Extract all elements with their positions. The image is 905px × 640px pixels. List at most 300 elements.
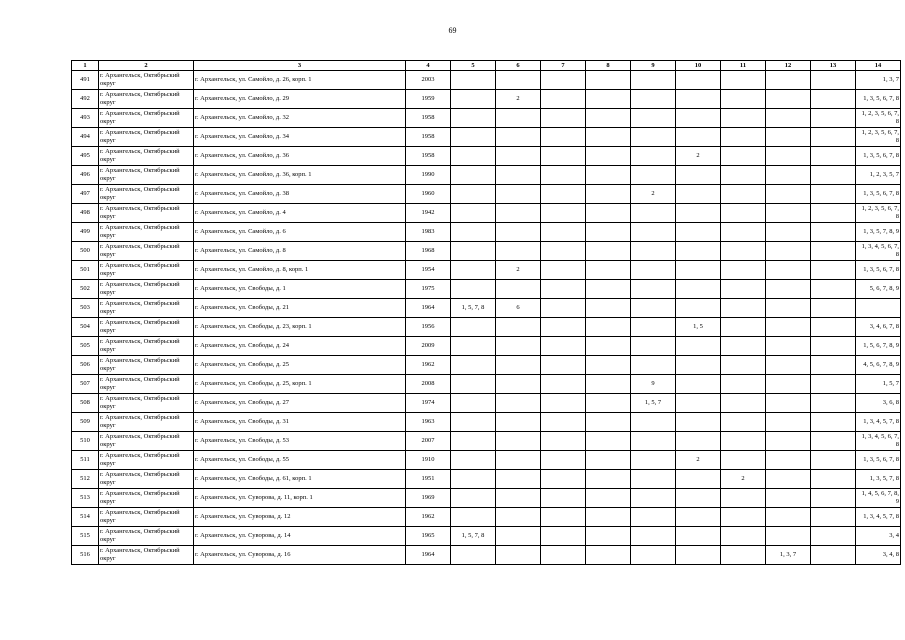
cell-col-3: г. Архангельск, ул. Свободы, д. 23, корп. 1 [194, 318, 406, 337]
cell-col-8 [586, 90, 631, 109]
cell-col-6 [496, 451, 541, 470]
cell-col-5 [451, 394, 496, 413]
cell-col-7 [541, 318, 586, 337]
cell-col-5 [451, 166, 496, 185]
cell-col-7 [541, 223, 586, 242]
cell-col-9 [631, 261, 676, 280]
column-header-4: 4 [406, 61, 451, 71]
cell-col-9 [631, 508, 676, 527]
cell-col-3: г. Архангельск, ул. Самойло, д. 34 [194, 128, 406, 147]
table-row [72, 204, 901, 223]
cell-col-3: г. Архангельск, ул. Свободы, д. 1 [194, 280, 406, 299]
cell-col-13 [811, 432, 856, 451]
cell-col-5 [451, 356, 496, 375]
cell-col-9 [631, 166, 676, 185]
cell-col-1: 508 [72, 394, 99, 413]
cell-col-7 [541, 394, 586, 413]
cell-col-10 [676, 242, 721, 261]
cell-col-1: 496 [72, 166, 99, 185]
cell-col-3: г. Архангельск, ул. Самойло, д. 4 [194, 204, 406, 223]
cell-col-1: 497 [72, 185, 99, 204]
cell-col-8 [586, 432, 631, 451]
cell-col-3: г. Архангельск, ул. Самойло, д. 8, корп. 1 [194, 261, 406, 280]
cell-col-14: 1, 2, 3, 5, 7 [856, 166, 901, 185]
cell-col-14 [856, 299, 901, 318]
cell-col-10 [676, 375, 721, 394]
cell-col-10 [676, 109, 721, 128]
cell-col-13 [811, 413, 856, 432]
cell-col-12 [766, 394, 811, 413]
cell-col-13 [811, 470, 856, 489]
cell-col-1: 498 [72, 204, 99, 223]
cell-col-4: 1963 [406, 413, 451, 432]
cell-col-9 [631, 432, 676, 451]
cell-col-6 [496, 109, 541, 128]
cell-col-9: 9 [631, 375, 676, 394]
table-row [72, 318, 901, 337]
cell-col-9 [631, 223, 676, 242]
cell-col-13 [811, 375, 856, 394]
cell-col-14: 1, 3, 4, 5, 7, 8 [856, 413, 901, 432]
cell-col-12 [766, 166, 811, 185]
cell-col-4: 1968 [406, 242, 451, 261]
cell-col-5 [451, 508, 496, 527]
cell-col-1: 515 [72, 527, 99, 546]
cell-col-13 [811, 299, 856, 318]
cell-col-1: 516 [72, 546, 99, 565]
cell-col-2: г. Архангельск, Октябрьский округ [99, 432, 194, 451]
cell-col-4: 1965 [406, 527, 451, 546]
cell-col-12 [766, 432, 811, 451]
cell-col-13 [811, 489, 856, 508]
cell-col-5: 1, 5, 7, 8 [451, 527, 496, 546]
cell-col-2: г. Архангельск, Октябрьский округ [99, 147, 194, 166]
cell-col-9: 2 [631, 185, 676, 204]
cell-col-3: г. Архангельск, ул. Самойло, д. 29 [194, 90, 406, 109]
cell-col-12 [766, 109, 811, 128]
cell-col-2: г. Архангельск, Октябрьский округ [99, 299, 194, 318]
cell-col-12 [766, 508, 811, 527]
cell-col-11 [721, 337, 766, 356]
cell-col-8 [586, 394, 631, 413]
cell-col-9 [631, 546, 676, 565]
cell-col-14: 1, 5, 6, 7, 8, 9 [856, 337, 901, 356]
cell-col-3: г. Архангельск, ул. Самойло, д. 26, корп. 1 [194, 71, 406, 90]
cell-col-5 [451, 318, 496, 337]
cell-col-9 [631, 489, 676, 508]
cell-col-9 [631, 470, 676, 489]
cell-col-12 [766, 299, 811, 318]
table-row [72, 356, 901, 375]
cell-col-5 [451, 109, 496, 128]
cell-col-8 [586, 223, 631, 242]
cell-col-10 [676, 128, 721, 147]
cell-col-6 [496, 128, 541, 147]
cell-col-7 [541, 470, 586, 489]
cell-col-10 [676, 223, 721, 242]
cell-col-14: 3, 6, 8 [856, 394, 901, 413]
cell-col-5 [451, 451, 496, 470]
cell-col-1: 510 [72, 432, 99, 451]
cell-col-5: 1, 5, 7, 8 [451, 299, 496, 318]
cell-col-1: 494 [72, 128, 99, 147]
cell-col-10 [676, 432, 721, 451]
cell-col-11 [721, 394, 766, 413]
cell-col-13 [811, 394, 856, 413]
cell-col-12 [766, 261, 811, 280]
cell-col-1: 503 [72, 299, 99, 318]
cell-col-7 [541, 451, 586, 470]
cell-col-12 [766, 318, 811, 337]
register-table [71, 60, 901, 565]
cell-col-12 [766, 223, 811, 242]
cell-col-5 [451, 71, 496, 90]
cell-col-2: г. Архангельск, Октябрьский округ [99, 185, 194, 204]
cell-col-4: 1959 [406, 90, 451, 109]
cell-col-11 [721, 375, 766, 394]
cell-col-8 [586, 508, 631, 527]
cell-col-3: г. Архангельск, ул. Самойло, д. 6 [194, 223, 406, 242]
column-header-13: 13 [811, 61, 856, 71]
cell-col-8 [586, 109, 631, 128]
column-header-9: 9 [631, 61, 676, 71]
cell-col-4: 2003 [406, 71, 451, 90]
table-row [72, 90, 901, 109]
cell-col-5 [451, 128, 496, 147]
cell-col-11 [721, 451, 766, 470]
cell-col-10 [676, 90, 721, 109]
table-row [72, 242, 901, 261]
cell-col-5 [451, 375, 496, 394]
cell-col-10 [676, 470, 721, 489]
cell-col-6 [496, 432, 541, 451]
cell-col-14: 1, 2, 3, 5, 6, 7, 8 [856, 128, 901, 147]
cell-col-10: 1, 5 [676, 318, 721, 337]
cell-col-6 [496, 318, 541, 337]
column-header-1: 1 [72, 61, 99, 71]
cell-col-4: 1954 [406, 261, 451, 280]
cell-col-9 [631, 337, 676, 356]
cell-col-10 [676, 299, 721, 318]
cell-col-5 [451, 204, 496, 223]
cell-col-13 [811, 546, 856, 565]
cell-col-10 [676, 527, 721, 546]
cell-col-10 [676, 166, 721, 185]
cell-col-10 [676, 337, 721, 356]
cell-col-6 [496, 527, 541, 546]
cell-col-9 [631, 299, 676, 318]
cell-col-13 [811, 147, 856, 166]
cell-col-2: г. Архангельск, Октябрьский округ [99, 204, 194, 223]
cell-col-8 [586, 318, 631, 337]
cell-col-4: 1956 [406, 318, 451, 337]
cell-col-7 [541, 527, 586, 546]
cell-col-13 [811, 261, 856, 280]
column-header-14: 14 [856, 61, 901, 71]
cell-col-12 [766, 147, 811, 166]
cell-col-7 [541, 128, 586, 147]
cell-col-10 [676, 508, 721, 527]
cell-col-4: 1958 [406, 147, 451, 166]
cell-col-13 [811, 109, 856, 128]
cell-col-4: 1969 [406, 489, 451, 508]
cell-col-1: 502 [72, 280, 99, 299]
table-row [72, 280, 901, 299]
cell-col-7 [541, 375, 586, 394]
column-header-10: 10 [676, 61, 721, 71]
cell-col-1: 504 [72, 318, 99, 337]
cell-col-4: 2008 [406, 375, 451, 394]
cell-col-6 [496, 185, 541, 204]
cell-col-3: г. Архангельск, ул. Свободы, д. 25, корп. 1 [194, 375, 406, 394]
table-row [72, 71, 901, 90]
table-row [72, 261, 901, 280]
cell-col-14: 1, 3, 5, 6, 7, 8 [856, 90, 901, 109]
cell-col-7 [541, 356, 586, 375]
table-row [72, 223, 901, 242]
cell-col-4: 1964 [406, 299, 451, 318]
cell-col-5 [451, 337, 496, 356]
cell-col-10 [676, 71, 721, 90]
cell-col-11 [721, 223, 766, 242]
cell-col-4: 1958 [406, 128, 451, 147]
table-row [72, 432, 901, 451]
cell-col-3: г. Архангельск, ул. Свободы, д. 27 [194, 394, 406, 413]
table-row [72, 147, 901, 166]
cell-col-12 [766, 470, 811, 489]
cell-col-6: 6 [496, 299, 541, 318]
cell-col-14: 1, 3, 5, 7, 8, 9 [856, 223, 901, 242]
table-row [72, 185, 901, 204]
cell-col-3: г. Архангельск, ул. Суворова, д. 14 [194, 527, 406, 546]
cell-col-12 [766, 527, 811, 546]
page-number: 69 [448, 26, 457, 35]
cell-col-1: 509 [72, 413, 99, 432]
cell-col-8 [586, 242, 631, 261]
cell-col-4: 1974 [406, 394, 451, 413]
cell-col-5 [451, 546, 496, 565]
cell-col-14: 1, 2, 3, 5, 6, 7, 8 [856, 109, 901, 128]
cell-col-10 [676, 261, 721, 280]
cell-col-4: 2009 [406, 337, 451, 356]
cell-col-14: 5, 6, 7, 8, 9 [856, 280, 901, 299]
column-header-8: 8 [586, 61, 631, 71]
cell-col-9 [631, 147, 676, 166]
cell-col-13 [811, 204, 856, 223]
cell-col-6 [496, 508, 541, 527]
cell-col-3: г. Архангельск, ул. Свободы, д. 24 [194, 337, 406, 356]
cell-col-6 [496, 280, 541, 299]
cell-col-12 [766, 280, 811, 299]
cell-col-11 [721, 185, 766, 204]
cell-col-3: г. Архангельск, ул. Суворова, д. 16 [194, 546, 406, 565]
cell-col-9 [631, 318, 676, 337]
cell-col-11 [721, 318, 766, 337]
cell-col-1: 495 [72, 147, 99, 166]
cell-col-14: 4, 5, 6, 7, 8, 9 [856, 356, 901, 375]
cell-col-9 [631, 413, 676, 432]
cell-col-6 [496, 413, 541, 432]
cell-col-8 [586, 71, 631, 90]
cell-col-9 [631, 242, 676, 261]
cell-col-5 [451, 432, 496, 451]
cell-col-13 [811, 71, 856, 90]
cell-col-3: г. Архангельск, ул. Свободы, д. 25 [194, 356, 406, 375]
cell-col-8 [586, 546, 631, 565]
cell-col-8 [586, 337, 631, 356]
cell-col-9 [631, 71, 676, 90]
cell-col-11 [721, 109, 766, 128]
cell-col-7 [541, 109, 586, 128]
cell-col-13 [811, 318, 856, 337]
cell-col-4: 1983 [406, 223, 451, 242]
cell-col-1: 507 [72, 375, 99, 394]
cell-col-12: 1, 3, 7 [766, 546, 811, 565]
cell-col-12 [766, 413, 811, 432]
cell-col-3: г. Архангельск, ул. Свободы, д. 61, корп. 1 [194, 470, 406, 489]
cell-col-14: 1, 3, 5, 6, 7, 8 [856, 261, 901, 280]
cell-col-1: 506 [72, 356, 99, 375]
cell-col-13 [811, 508, 856, 527]
cell-col-1: 493 [72, 109, 99, 128]
cell-col-1: 501 [72, 261, 99, 280]
cell-col-2: г. Архангельск, Октябрьский округ [99, 394, 194, 413]
cell-col-12 [766, 489, 811, 508]
cell-col-14: 1, 3, 4, 5, 6, 7, 8 [856, 432, 901, 451]
cell-col-8 [586, 470, 631, 489]
cell-col-4: 1975 [406, 280, 451, 299]
cell-col-6 [496, 71, 541, 90]
cell-col-2: г. Архангельск, Октябрьский округ [99, 489, 194, 508]
cell-col-2: г. Архангельск, Октябрьский округ [99, 375, 194, 394]
cell-col-12 [766, 90, 811, 109]
cell-col-9 [631, 204, 676, 223]
cell-col-10 [676, 280, 721, 299]
cell-col-10: 2 [676, 451, 721, 470]
cell-col-3: г. Архангельск, ул. Самойло, д. 38 [194, 185, 406, 204]
cell-col-8 [586, 185, 631, 204]
cell-col-5 [451, 147, 496, 166]
column-header-6: 6 [496, 61, 541, 71]
cell-col-11 [721, 280, 766, 299]
cell-col-13 [811, 223, 856, 242]
cell-col-11 [721, 489, 766, 508]
cell-col-5 [451, 489, 496, 508]
cell-col-9 [631, 527, 676, 546]
cell-col-13 [811, 128, 856, 147]
cell-col-14: 1, 3, 5, 6, 7, 8 [856, 147, 901, 166]
cell-col-10 [676, 546, 721, 565]
cell-col-5 [451, 242, 496, 261]
cell-col-4: 1962 [406, 508, 451, 527]
cell-col-13 [811, 185, 856, 204]
cell-col-8 [586, 280, 631, 299]
cell-col-3: г. Архангельск, ул. Свободы, д. 31 [194, 413, 406, 432]
cell-col-8 [586, 128, 631, 147]
cell-col-12 [766, 451, 811, 470]
cell-col-11 [721, 299, 766, 318]
cell-col-13 [811, 337, 856, 356]
cell-col-7 [541, 147, 586, 166]
cell-col-6 [496, 375, 541, 394]
table-row [72, 166, 901, 185]
cell-col-3: г. Архангельск, ул. Самойло, д. 32 [194, 109, 406, 128]
cell-col-10 [676, 356, 721, 375]
cell-col-11 [721, 242, 766, 261]
cell-col-7 [541, 299, 586, 318]
table-row [72, 508, 901, 527]
cell-col-4: 2007 [406, 432, 451, 451]
cell-col-6 [496, 204, 541, 223]
cell-col-12 [766, 71, 811, 90]
cell-col-6 [496, 470, 541, 489]
cell-col-2: г. Архангельск, Октябрьский округ [99, 223, 194, 242]
cell-col-2: г. Архангельск, Октябрьский округ [99, 90, 194, 109]
cell-col-2: г. Архангельск, Октябрьский округ [99, 356, 194, 375]
cell-col-5 [451, 185, 496, 204]
cell-col-12 [766, 128, 811, 147]
cell-col-14: 3, 4, 8 [856, 546, 901, 565]
cell-col-1: 491 [72, 71, 99, 90]
cell-col-2: г. Архангельск, Октябрьский округ [99, 508, 194, 527]
cell-col-4: 1964 [406, 546, 451, 565]
cell-col-6 [496, 489, 541, 508]
cell-col-3: г. Архангельск, ул. Самойло, д. 36 [194, 147, 406, 166]
table-row [72, 451, 901, 470]
cell-col-11 [721, 147, 766, 166]
cell-col-1: 513 [72, 489, 99, 508]
table-row [72, 527, 901, 546]
cell-col-10 [676, 394, 721, 413]
cell-col-4: 1962 [406, 356, 451, 375]
cell-col-2: г. Архангельск, Октябрьский округ [99, 280, 194, 299]
cell-col-4: 1960 [406, 185, 451, 204]
cell-col-5 [451, 223, 496, 242]
cell-col-5 [451, 280, 496, 299]
cell-col-7 [541, 261, 586, 280]
cell-col-5 [451, 413, 496, 432]
column-header-2: 2 [99, 61, 194, 71]
cell-col-10 [676, 185, 721, 204]
cell-col-13 [811, 356, 856, 375]
column-header-11: 11 [721, 61, 766, 71]
column-header-5: 5 [451, 61, 496, 71]
cell-col-14: 1, 3, 4, 5, 6, 7, 8 [856, 242, 901, 261]
cell-col-8 [586, 204, 631, 223]
table-row [72, 470, 901, 489]
column-header-12: 12 [766, 61, 811, 71]
cell-col-14: 1, 4, 5, 6, 7, 8, 9 [856, 489, 901, 508]
cell-col-8 [586, 147, 631, 166]
cell-col-12 [766, 242, 811, 261]
cell-col-14: 1, 5, 7 [856, 375, 901, 394]
cell-col-6: 2 [496, 90, 541, 109]
cell-col-11: 2 [721, 470, 766, 489]
table-row [72, 299, 901, 318]
cell-col-6 [496, 147, 541, 166]
cell-col-7 [541, 185, 586, 204]
cell-col-2: г. Архангельск, Октябрьский округ [99, 451, 194, 470]
cell-col-9: 1, 5, 7 [631, 394, 676, 413]
cell-col-9 [631, 356, 676, 375]
cell-col-4: 1951 [406, 470, 451, 489]
cell-col-1: 505 [72, 337, 99, 356]
cell-col-13 [811, 90, 856, 109]
cell-col-2: г. Архангельск, Октябрьский округ [99, 318, 194, 337]
cell-col-3: г. Архангельск, ул. Суворова, д. 11, корп. 1 [194, 489, 406, 508]
cell-col-2: г. Архангельск, Октябрьский округ [99, 337, 194, 356]
table-row [72, 109, 901, 128]
